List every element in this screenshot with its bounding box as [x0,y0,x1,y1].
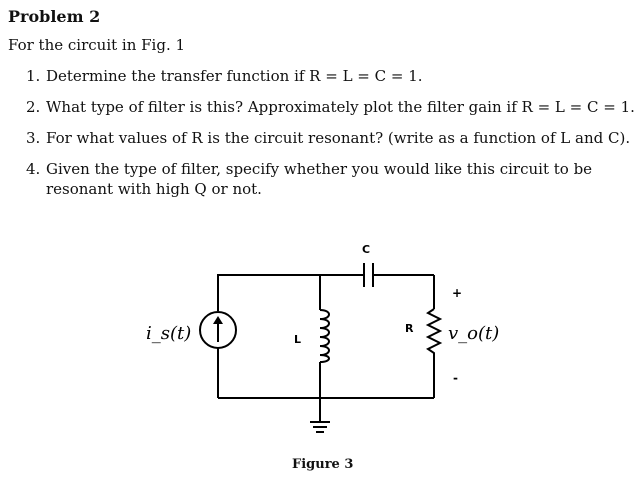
inductor-label: L [294,333,302,346]
output-label: v_o(t) [448,323,500,344]
question-number: 1. [26,67,41,85]
arrow-head-icon [213,316,223,324]
capacitor-label: C [362,243,371,256]
question-number: 3. [26,129,41,147]
question-text: What type of filter is this? Approximately plot the filter gain if R = L = C = 1. [46,98,635,116]
question-number: 4. [26,160,41,178]
question-text: For what values of R is the circuit resonant? (write as a function of L and C). [46,129,631,147]
problem-title: Problem 2 [8,7,101,26]
wire-top-left [218,275,219,311]
question-text: Determine the transfer function if R = L = C = 1. [46,67,423,85]
inductor-icon [320,310,329,362]
problem-intro: For the circuit in Fig. 1 [8,36,186,54]
question-text: Given the type of filter, specify whether you would like this circuit to be resonant with high Q or not. [46,160,593,198]
source-label: i_s(t) [146,323,192,344]
plus-label: + [452,286,463,300]
figure-caption: Figure 3 [292,457,354,472]
question-number: 2. [26,98,41,116]
resistor-icon [428,309,440,358]
resistor-label: R [405,322,414,335]
minus-label: - [453,371,458,385]
